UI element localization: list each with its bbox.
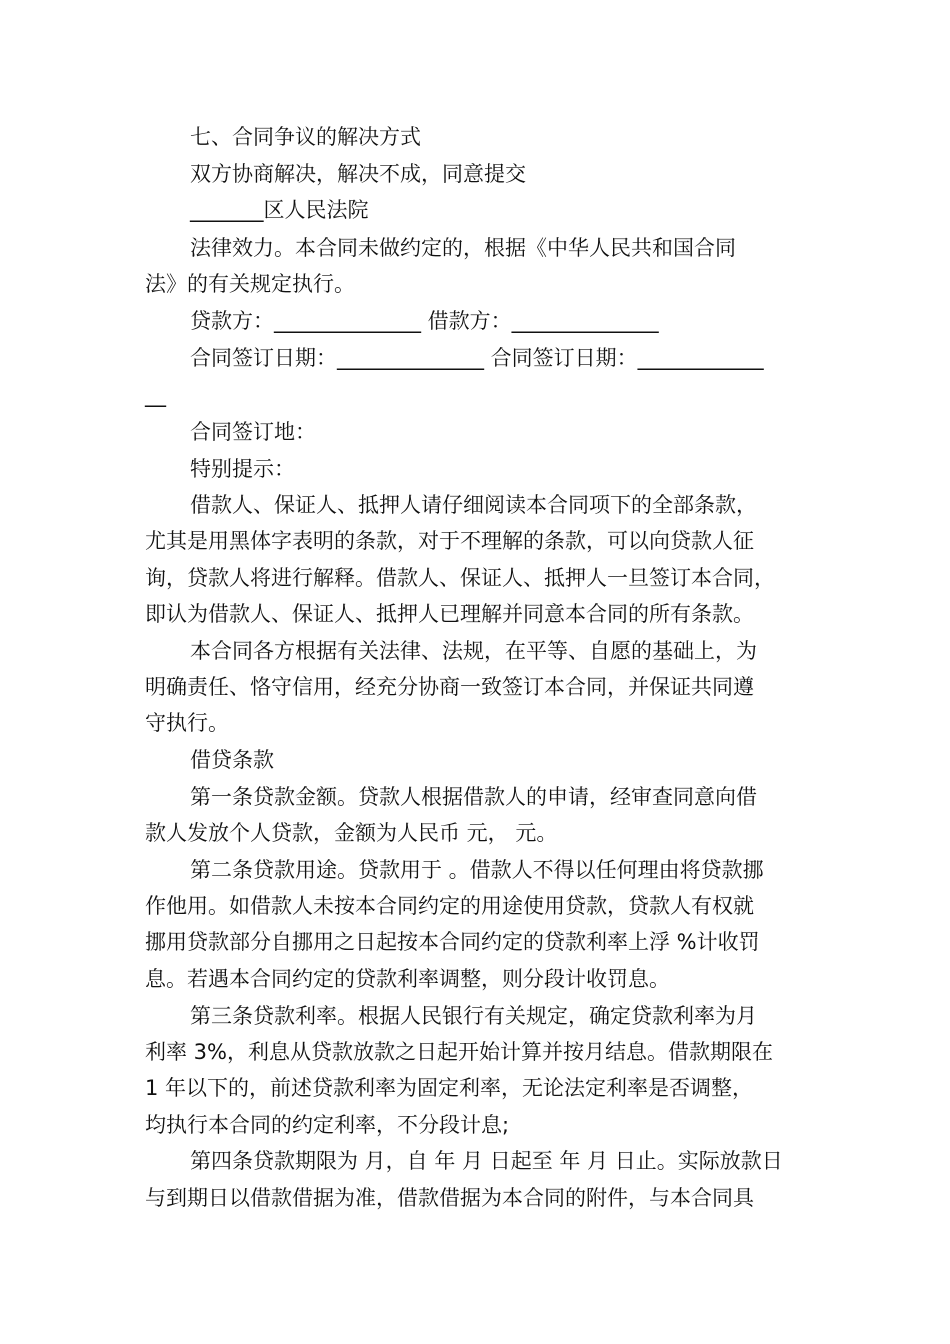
text-line: 守执行。: [145, 711, 229, 735]
text-line: 挪用贷款部分自挪用之日起按本合同约定的贷款利率上浮 %计收罚: [145, 930, 760, 954]
text-line: __: [145, 383, 166, 407]
text-line: 均执行本合同的约定利率，不分段计息;: [145, 1113, 510, 1137]
text-line: 借款人、保证人、抵押人请仔细阅读本合同项下的全部条款，: [190, 493, 757, 517]
text-line: 息。若遇本合同约定的贷款利率调整，则分段计收罚息。: [145, 967, 670, 991]
text-line: 利率 3%，利息从贷款放款之日起开始计算并按月结息。借款期限在: [145, 1040, 773, 1064]
text-line: 明确责任、恪守信用，经充分协商一致签订本合同，并保证共同遵: [145, 675, 754, 699]
section-heading: 借贷条款: [190, 748, 274, 772]
text-line: 与到期日以借款借据为准，借款借据为本合同的附件，与本合同具: [145, 1186, 754, 1210]
text-line: 即认为借款人、保证人、抵押人已理解并同意本合同的所有条款。: [145, 602, 754, 626]
text-line: 第一条贷款金额。贷款人根据借款人的申请，经审查同意向借: [190, 785, 757, 809]
text-line: 第三条贷款利率。根据人民银行有关规定，确定贷款利率为月: [190, 1004, 757, 1028]
text-line: 第四条贷款期限为 月，自 年 月 日起至 年 月 日止。实际放款日: [190, 1149, 783, 1173]
text-line: 款人发放个人贷款，金额为人民币 元， 元。: [145, 821, 558, 845]
text-line: 询，贷款人将进行解释。借款人、保证人、抵押人一旦签订本合同，: [145, 566, 775, 590]
text-line: 本合同各方根据有关法律、法规，在平等、自愿的基础上，为: [190, 639, 757, 663]
text-line: 第二条贷款用途。贷款用于 。借款人不得以任何理由将贷款挪: [190, 858, 764, 882]
text-line: 特别提示：: [190, 457, 295, 481]
text-line: 尤其是用黑体字表明的条款，对于不理解的条款，可以向贷款人征: [145, 529, 754, 553]
section-heading: 七、合同争议的解决方式: [190, 125, 421, 149]
text-line: 法》的有关规定执行。: [145, 272, 355, 296]
text-line: _______区人民法院: [190, 198, 369, 222]
text-line: 合同签订地：: [190, 420, 316, 444]
text-line: 双方协商解决，解决不成，同意提交: [190, 162, 526, 186]
signature-line-dates: 合同签订日期：______________ 合同签订日期：____________: [190, 346, 764, 370]
text-line: 1 年以下的，前述贷款利率为固定利率，无论法定利率是否调整，: [145, 1076, 754, 1100]
text-line: 作他用。如借款人未按本合同约定的用途使用贷款，贷款人有权就: [145, 894, 754, 918]
text-line: 法律效力。本合同未做约定的，根据《中华人民共和国合同: [190, 236, 736, 260]
signature-line-parties: 贷款方：______________ 借款方：______________: [190, 309, 659, 333]
